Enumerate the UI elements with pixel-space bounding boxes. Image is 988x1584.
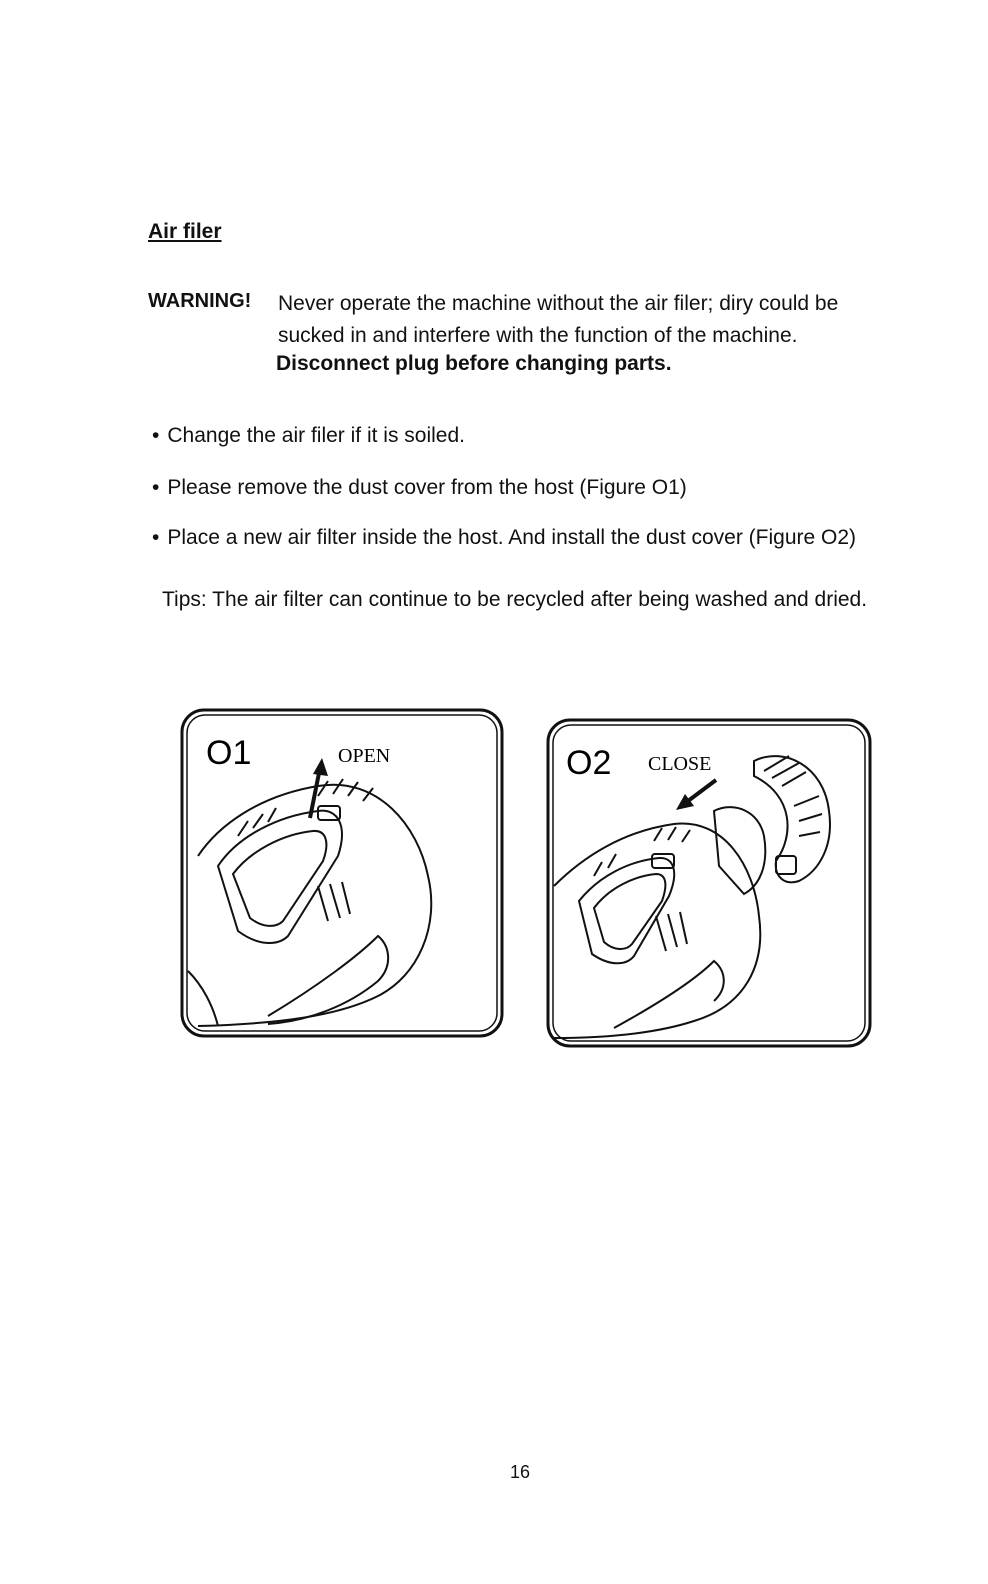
warning-bold-text: Disconnect plug before changing parts.: [276, 352, 672, 375]
figure-caption: CLOSE: [648, 753, 712, 775]
figure-o1: [178, 706, 508, 1042]
warning-text: Never operate the machine without the air filer; diry could be sucked in and interfere with the function of the machine.: [278, 292, 839, 347]
arrow-down-left-icon: [676, 780, 716, 810]
bullet-item: • Place a new air filter inside the host. And install the dust cover (Figure O2): [152, 526, 856, 550]
warning-label: WARNING!: [148, 290, 252, 312]
bullet-item: • Please remove the dust cover from the host (Figure O1): [152, 476, 687, 500]
bullet-item: • Change the air filer if it is soiled.: [152, 424, 465, 448]
figure-caption: OPEN: [338, 745, 391, 767]
figure-number: O1: [206, 734, 252, 772]
section-title: Air filer: [148, 220, 222, 243]
tips-text: Tips: The air filter can continue to be recycled after being washed and dried.: [162, 588, 868, 611]
figure-o2: [544, 716, 876, 1052]
page-number: 16: [509, 1462, 531, 1482]
figure-number: O2: [566, 744, 612, 782]
